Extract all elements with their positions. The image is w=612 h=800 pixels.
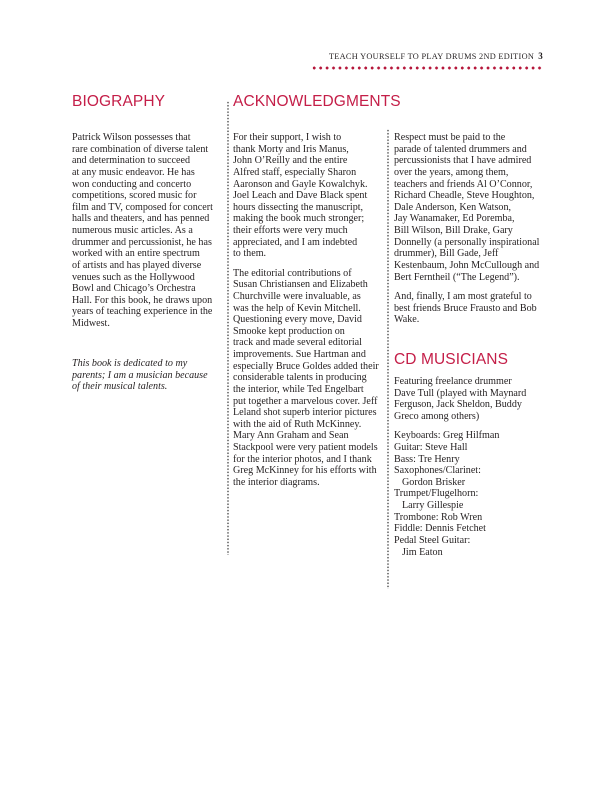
cd-musicians-column bbox=[394, 376, 526, 558]
text-line: Stackpool were very patient models bbox=[233, 442, 378, 454]
text-line: drummer and percussionist, he has bbox=[72, 236, 212, 248]
text-line: halls and theaters, and has penned bbox=[72, 213, 210, 225]
text-line: and determination to succeed bbox=[72, 155, 190, 167]
text-line: Midwest. bbox=[72, 318, 110, 329]
text-line: Greg McKinney for his efforts with bbox=[233, 465, 377, 477]
text-line: over the years, among them, bbox=[394, 166, 509, 178]
text-line: numerous music articles. As a bbox=[72, 225, 193, 236]
acknowledgments-paragraph-2 bbox=[233, 268, 379, 489]
text-line: Hall. For this book, he draws upon bbox=[72, 294, 213, 306]
running-title: TEACH YOURSELF TO PLAY DRUMS 2ND EDITION bbox=[328, 52, 535, 61]
header-dotted-rule bbox=[311, 66, 543, 70]
text-line: making the book much stronger; bbox=[233, 213, 365, 225]
text-line: rare combination of diverse talent bbox=[72, 143, 209, 155]
text-line: Dale Anderson, Ken Watson, bbox=[394, 201, 512, 213]
text-line: put together a marvelous cover. Jeff bbox=[233, 395, 378, 407]
text-line: Patrick Wilson possesses that bbox=[72, 132, 191, 143]
acknowledgments-paragraph-4 bbox=[394, 291, 539, 326]
text-line: Churchville were invaluable, as bbox=[233, 290, 361, 302]
text-line: Aaronson and Gayle Kowalchyk. bbox=[233, 178, 368, 190]
text-line: This book is dedicated to my bbox=[72, 358, 188, 369]
text-line: improvements. Sue Hartman and bbox=[233, 349, 366, 361]
credit-line: Jim Eaton bbox=[402, 546, 443, 558]
credit-line: Trombone: Rob Wren bbox=[394, 511, 483, 523]
text-line: Greco among others) bbox=[394, 410, 480, 422]
text-line: appreciated, and I am indebted bbox=[233, 236, 358, 248]
text-line: teachers and friends Al O’Connor, bbox=[394, 178, 533, 190]
text-line: at any music endeavor. He has bbox=[72, 166, 195, 178]
text-line: film and TV, composed for concert bbox=[72, 201, 213, 213]
credit-line: Fiddle: Dennis Fetchet bbox=[394, 523, 486, 535]
text-line: drummer), Bill Gade, Jeff bbox=[394, 248, 499, 260]
text-line: Smooke kept production on bbox=[233, 325, 345, 337]
text-line: Donnelly (a personally inspirational bbox=[394, 236, 540, 248]
text-line: percussionists that I have admired bbox=[394, 155, 532, 167]
text-line: Bert Ferntheil (“The Legend”). bbox=[394, 271, 520, 283]
text-line: venues such as the Hollywood bbox=[72, 271, 195, 283]
dedication-paragraph bbox=[72, 358, 208, 393]
dedication bbox=[72, 358, 208, 393]
biography-paragraph bbox=[72, 132, 213, 330]
text-line: best friends Bruce Frausto and Bob bbox=[394, 302, 537, 314]
acknowledgments-paragraph-3 bbox=[394, 132, 539, 283]
text-line: Ferguson, Jack Sheldon, Buddy bbox=[394, 399, 522, 411]
text-line: of artists and has played diverse bbox=[72, 259, 202, 271]
text-line: Dave Tull (played with Maynard bbox=[394, 387, 527, 399]
text-line: thank Morty and Iris Manus, bbox=[233, 143, 349, 155]
text-line: for the interior photos, and I thank bbox=[233, 453, 372, 465]
text-line: especially Bruce Goldes added their bbox=[233, 360, 379, 372]
text-line: And, finally, I am most grateful to bbox=[394, 290, 532, 302]
text-line: with the aid of Ruth McKinney. bbox=[233, 418, 362, 430]
cd-musicians-heading: CD MUSICIANS bbox=[394, 351, 509, 368]
text-line: their efforts were very much bbox=[233, 225, 348, 236]
text-line: worked with an entire spectrum bbox=[72, 248, 200, 260]
cd-musicians-intro bbox=[394, 376, 526, 423]
text-line: Mary Ann Graham and Sean bbox=[233, 430, 349, 442]
biography-heading: BIOGRAPHY bbox=[72, 93, 166, 110]
text-line: considerable talents in producing bbox=[233, 372, 367, 384]
text-line: Joel Leach and Dave Black spent bbox=[233, 190, 368, 202]
text-line: John O’Reilly and the entire bbox=[233, 155, 348, 167]
text-line: Bill Wilson, Bill Drake, Gary bbox=[394, 225, 513, 236]
text-line: the interior diagrams. bbox=[233, 476, 320, 488]
column-divider-left bbox=[227, 101, 229, 555]
text-line: parents; I am a musician because bbox=[72, 369, 208, 381]
text-line: hours dissecting the manuscript, bbox=[233, 201, 364, 213]
text-line: Richard Cheadle, Steve Houghton, bbox=[394, 190, 535, 202]
credit-line: Larry Gillespie bbox=[402, 500, 464, 512]
running-head bbox=[300, 51, 543, 61]
credit-line: Trumpet/Flugelhorn: bbox=[394, 488, 479, 500]
text-line: was the help of Kevin Mitchell. bbox=[233, 302, 361, 314]
text-line: Bowl and Chicago’s Orchestra bbox=[72, 283, 196, 295]
text-line: won conducting and concerto bbox=[72, 178, 192, 190]
page-number: 3 bbox=[538, 51, 543, 61]
text-line: Respect must be paid to the bbox=[394, 132, 506, 143]
credit-line: Saxophones/Clarinet: bbox=[394, 465, 481, 477]
text-line: to them. bbox=[233, 248, 267, 260]
text-line: Kestenbaum, John McCullough and bbox=[394, 259, 540, 271]
biography-column bbox=[72, 132, 213, 330]
text-line: Susan Christiansen and Elizabeth bbox=[233, 279, 368, 291]
text-line: Leland shot superb interior pictures bbox=[233, 407, 377, 419]
acknowledgments-column-1 bbox=[233, 132, 379, 489]
credit-line: Guitar: Steve Hall bbox=[394, 441, 468, 453]
cd-musicians-credits bbox=[394, 430, 526, 558]
text-line: Jay Wanamaker, Ed Poremba, bbox=[394, 213, 515, 225]
text-line: the interior, while Ted Engelbart bbox=[233, 383, 364, 395]
column-divider-right bbox=[387, 129, 389, 589]
acknowledgments-column-2 bbox=[394, 132, 539, 326]
text-line: parade of talented drummers and bbox=[394, 143, 527, 155]
text-line: competitions, scored music for bbox=[72, 190, 197, 202]
text-line: The editorial contributions of bbox=[233, 267, 352, 279]
text-line: Questioning every move, David bbox=[233, 314, 362, 326]
credit-line: Bass: Tre Henry bbox=[394, 453, 460, 465]
text-line: For their support, I wish to bbox=[233, 132, 342, 143]
text-line: years of teaching experience in the bbox=[72, 306, 213, 318]
acknowledgments-paragraph-1 bbox=[233, 132, 379, 260]
credit-line: Gordon Brisker bbox=[402, 476, 466, 488]
acknowledgments-heading: ACKNOWLEDGMENTS bbox=[233, 93, 401, 110]
text-line: track and made several editorial bbox=[233, 337, 362, 349]
text-line: of their musical talents. bbox=[72, 381, 168, 393]
text-line: Wake. bbox=[394, 314, 420, 326]
credit-line: Keyboards: Greg Hilfman bbox=[394, 430, 500, 442]
text-line: Alfred staff, especially Sharon bbox=[233, 166, 357, 178]
credit-line: Pedal Steel Guitar: bbox=[394, 534, 471, 546]
text-line: Featuring freelance drummer bbox=[394, 376, 512, 387]
